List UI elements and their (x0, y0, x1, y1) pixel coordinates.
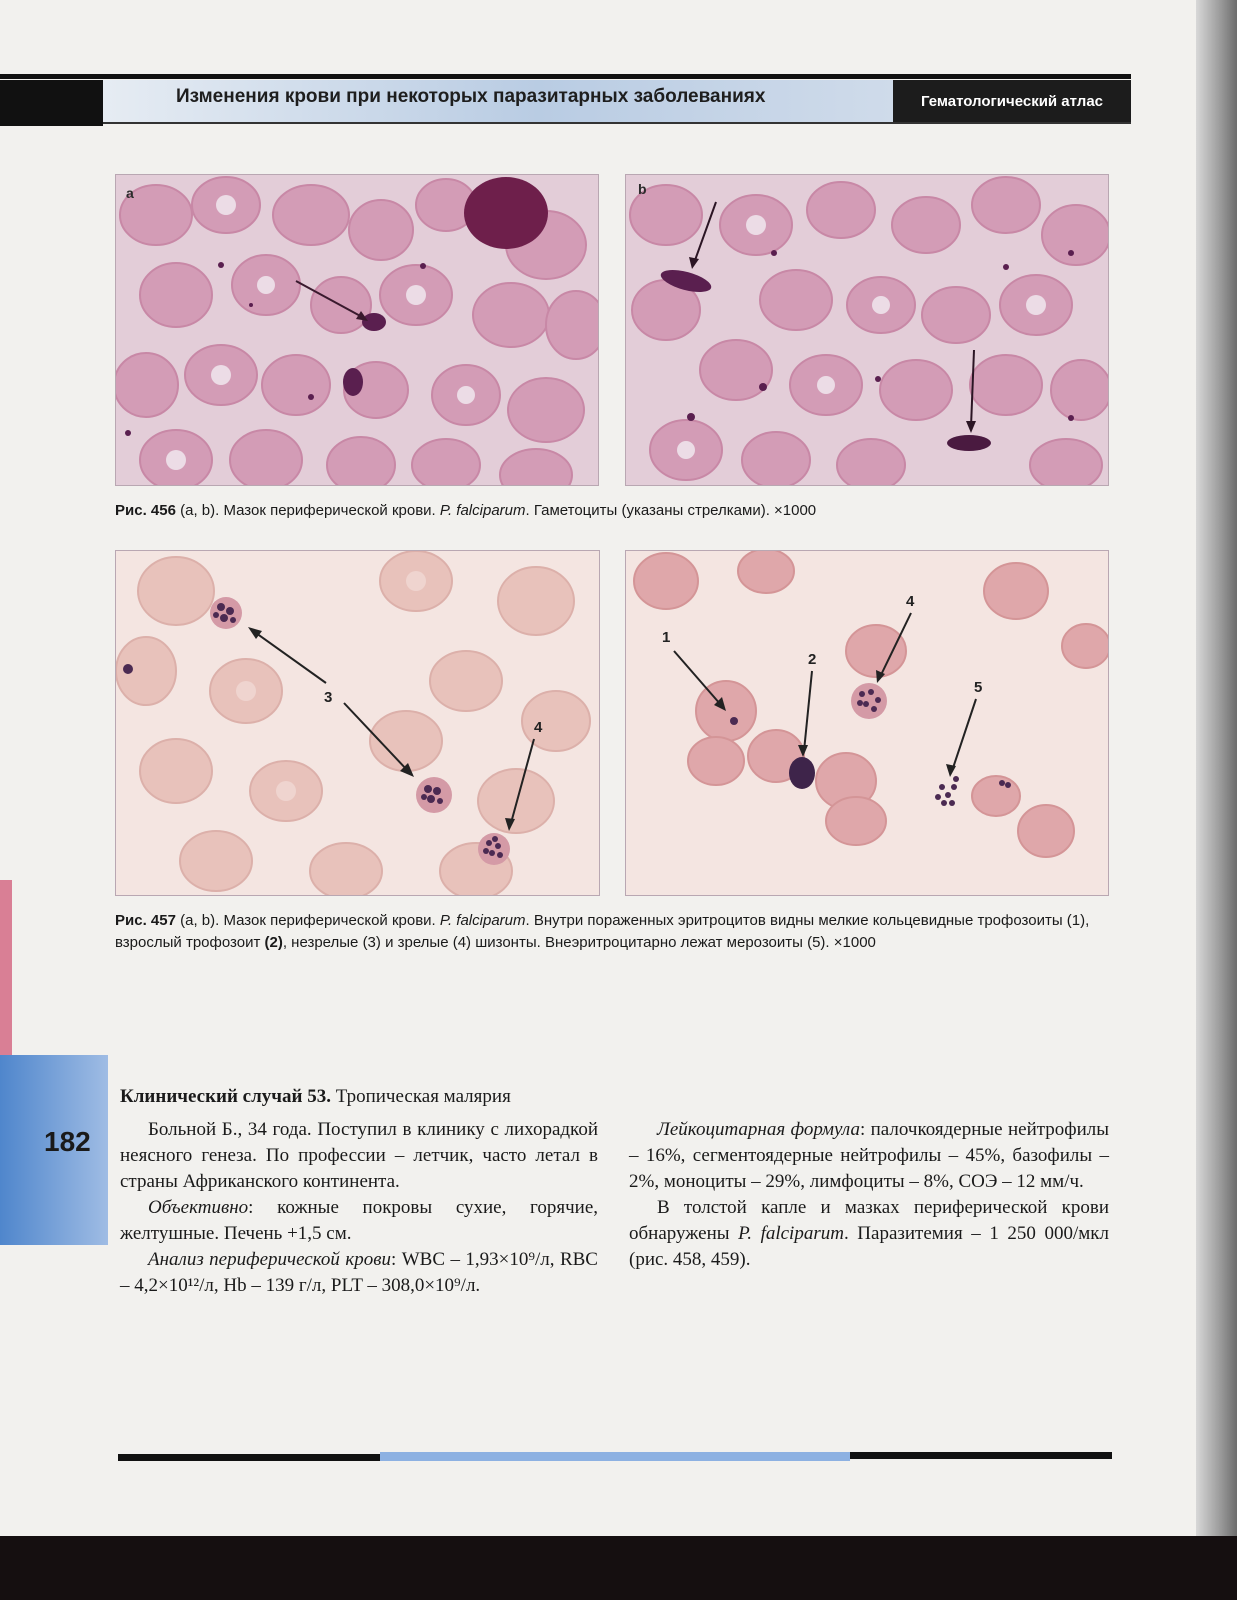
case-text: : WBC – 1,93×10⁹/л, RBC – 4,2×10¹²/л, Hb – 139 г/л, PLT – 308,0×10⁹/л. (120, 1249, 598, 1296)
blood-smear-image (116, 175, 598, 485)
book-title-badge: Гематологический атлас (893, 80, 1131, 122)
section-tab-pink (0, 880, 12, 1055)
figure-456-panels: (a, b). (180, 502, 220, 519)
callout-5: 5 (974, 679, 983, 696)
figure-456-text-end: . Гаметоциты (указаны стрелками). ×1000 (525, 502, 817, 519)
header-left-block (0, 80, 103, 126)
case-paragraph (120, 1195, 598, 1247)
footer-rule-middle (380, 1452, 850, 1461)
case-paragraph (629, 1117, 1109, 1195)
header-bottom-rule (103, 122, 1131, 124)
case-text: : палочкоядерные нейтрофилы – 16%, сегментоядерные нейтрофилы – 45%, базофилы – 2%, моноциты – 29%, лимфоциты – 8%, СОЭ – 12 мм/ч. (629, 1119, 1109, 1192)
footer-rule-right (850, 1452, 1112, 1459)
figure-457-text: Мазок периферической крови. (223, 912, 436, 929)
blood-smear-image (626, 175, 1108, 485)
figure-456b-micrograph (625, 174, 1109, 486)
figure-457-species: P. falciparum (439, 912, 526, 929)
page-edge-shadow (1196, 0, 1237, 1600)
case-left-column (120, 1117, 598, 1299)
figure-457a-micrograph (115, 550, 600, 896)
figure-456-species: P. falciparum (439, 502, 526, 519)
callout-2: 2 (808, 651, 817, 668)
callout-4: 4 (534, 719, 543, 736)
running-title: Изменения крови при некоторых паразитарных заболеваниях (176, 86, 766, 107)
case-species: P. falciparum (738, 1223, 844, 1244)
case-right-column (629, 1117, 1109, 1273)
panel-label-a: a (126, 185, 134, 201)
figure-456-label: Рис. 456 (115, 502, 176, 519)
scan-bottom-edge (0, 1536, 1237, 1600)
callout-3: 3 (324, 689, 333, 706)
case-text: . Паразитемия – 1 250 000/мкл (рис. 458, 459). (629, 1223, 1110, 1270)
blood-smear-image (116, 551, 599, 895)
figure-456-caption (115, 500, 1115, 522)
figure-457-label: Рис. 457 (115, 912, 176, 929)
case-heading (120, 1086, 511, 1108)
case-label: Объективно (148, 1197, 249, 1218)
blood-smear-image (626, 551, 1108, 895)
figure-457-caption (115, 910, 1115, 954)
case-paragraph (629, 1195, 1109, 1273)
page-number: 182 (44, 1126, 91, 1157)
case-label: Лейкоцитарная формула (657, 1119, 860, 1140)
case-text: : кожные покровы сухие, горячие, желтушные. Печень +1,5 см. (120, 1197, 598, 1244)
case-text: В толстой капле и мазках периферической крови обнаружены (629, 1197, 1109, 1244)
figure-457b-micrograph (625, 550, 1109, 896)
case-label: Анализ периферической крови (148, 1249, 391, 1270)
case-paragraph: Больной Б., 34 года. Поступил в клинику с лихорадкой неясного генеза. По профессии – летчик, часто летал в страны Африканского континента. (120, 1119, 598, 1192)
footer-rule-left (118, 1454, 380, 1461)
case-heading-title: Тропическая малярия (335, 1086, 511, 1107)
panel-label-b: b (638, 181, 647, 197)
figure-457-text-end: , незрелые (3) и зрелые (4) шизонты. Внеэритроцитарно лежат мерозоиты (5). ×1000 (282, 934, 876, 951)
figure-456-text: Мазок периферической крови. (223, 502, 436, 519)
callout-4: 4 (906, 593, 915, 610)
callout-1: 1 (662, 629, 671, 646)
case-paragraph (120, 1247, 598, 1299)
figure-457-text-mid: . Внутри пораженных эритроцитов видны мелкие кольцевидные трофозоиты (1), взрослый трофозоит (115, 912, 1090, 951)
case-heading-number: Клинический случай 53. (120, 1086, 331, 1107)
figure-457-bold-num: (2) (264, 934, 283, 951)
header-top-rule (0, 74, 1131, 79)
figure-456a-micrograph (115, 174, 599, 486)
figure-457-panels: (a, b). (180, 912, 220, 929)
